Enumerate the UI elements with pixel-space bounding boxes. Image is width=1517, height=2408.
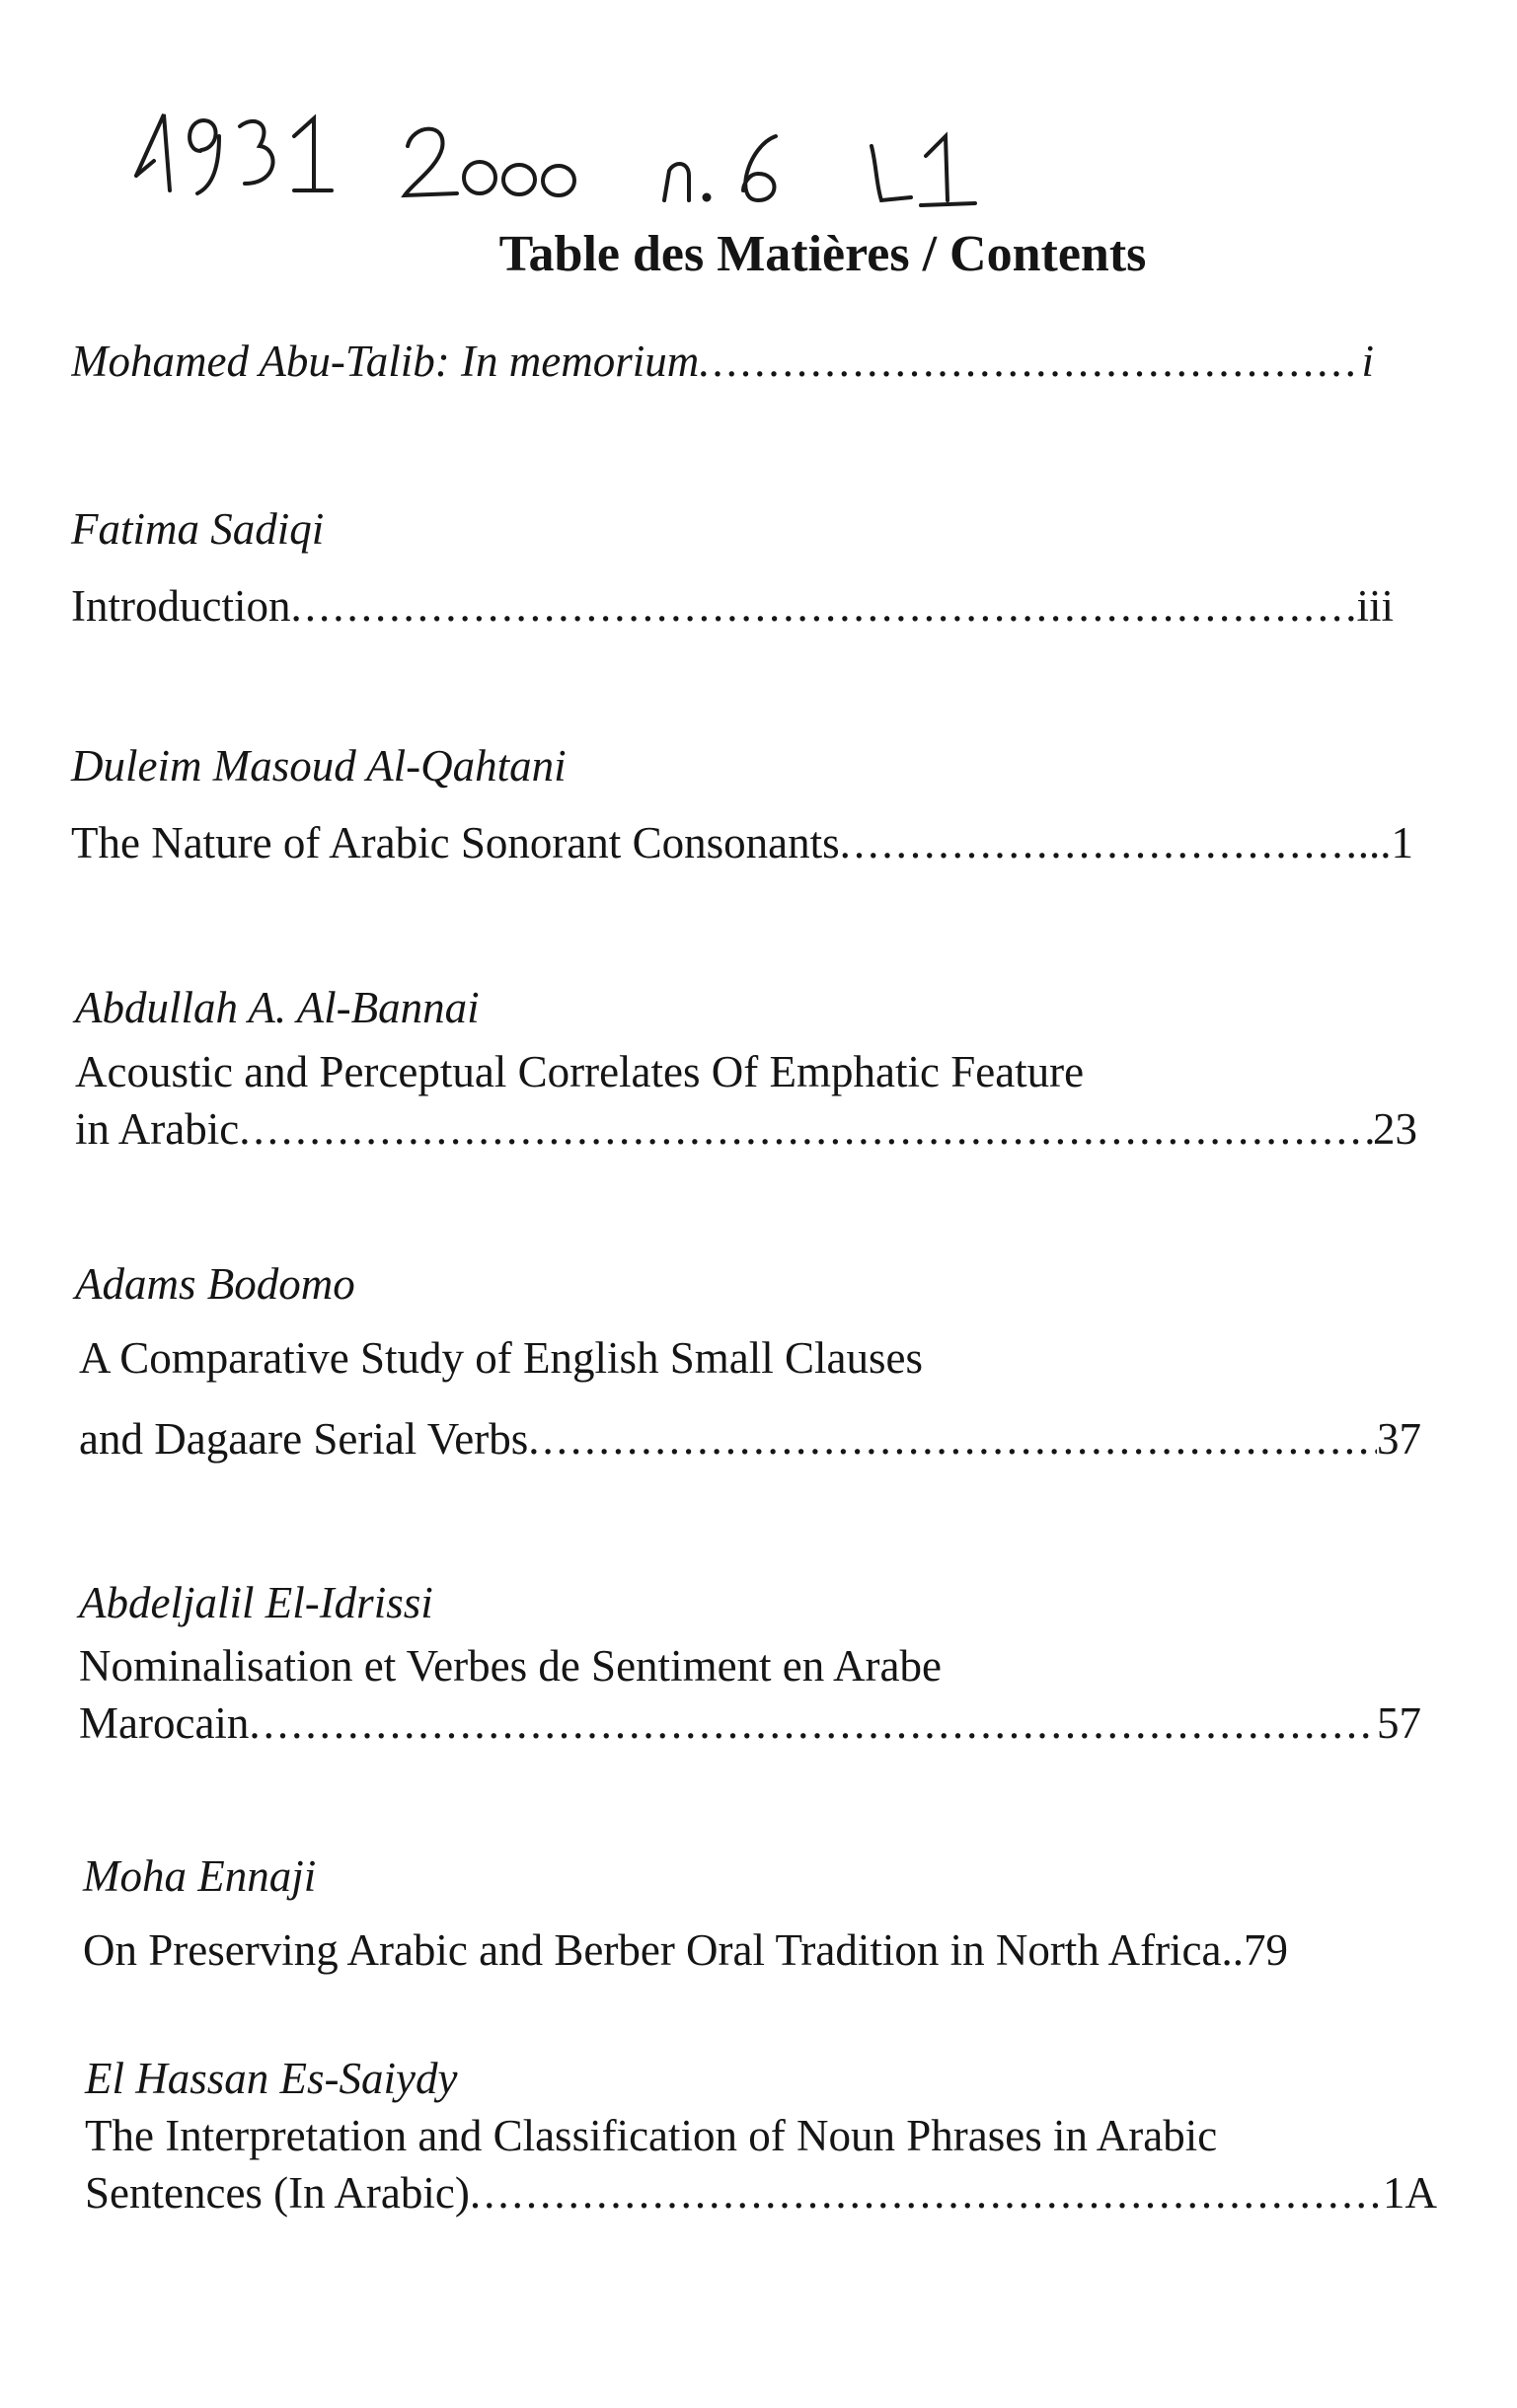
leader-dots <box>290 580 1356 632</box>
entry-title: Introduction <box>71 581 291 631</box>
memoriam-text: Mohamed Abu-Talib: In memorium <box>71 337 700 386</box>
entry-title-continued: in Arabic <box>75 1104 240 1154</box>
entry-title: Acoustic and Perceptual Correlates Of Emphatic Feature <box>75 1047 1085 1096</box>
leader-dots <box>699 336 1361 387</box>
toc-line-memoriam <box>71 336 1374 387</box>
entry-title: The Nature of Arabic Sonorant Consonants <box>71 818 840 867</box>
entry-author: El Hassan Es-Saiydy <box>85 2054 458 2103</box>
entry-author: Fatima Sadiqi <box>71 504 325 554</box>
toc-line <box>79 1413 1421 1465</box>
entry-title: The Interpretation and Classification of Noun Phrases in Arabic <box>85 2111 1218 2160</box>
leader-dots <box>470 2167 1383 2219</box>
entry-title-continued: Sentences (In Arabic) <box>85 2168 470 2218</box>
entry-title: Nominalisation et Verbes de Sentiment en Arabe <box>79 1641 942 1691</box>
toc-line <box>75 1103 1417 1155</box>
leader-dots <box>249 1697 1377 1749</box>
toc-line <box>71 580 1394 632</box>
entry-page: ...1 <box>1357 818 1413 867</box>
leader-dots <box>528 1413 1377 1465</box>
leader-dots <box>239 1103 1373 1155</box>
entry-page: 23 <box>1373 1104 1417 1154</box>
toc-line <box>79 1697 1421 1749</box>
entry-page: iii <box>1356 581 1394 631</box>
entry-title: On Preserving Arabic and Berber Oral Tradition in North Africa..79 <box>83 1925 1288 1975</box>
toc-line <box>85 2167 1437 2219</box>
entry-title-continued: and Dagaare Serial Verbs <box>79 1414 529 1464</box>
entry-title: A Comparative Study of English Small Clauses <box>79 1333 923 1383</box>
page-title: Table des Matières / Contents <box>498 226 1147 282</box>
entry-page: 1A <box>1383 2168 1437 2218</box>
entry-page: 37 <box>1377 1414 1421 1464</box>
entry-title-continued: Marocain <box>79 1698 250 1748</box>
leader-dots <box>840 817 1358 868</box>
memoriam-page: i <box>1361 337 1374 386</box>
entry-author: Adams Bodomo <box>75 1259 355 1309</box>
entry-page: 57 <box>1377 1698 1421 1748</box>
entry-author: Abdullah A. Al-Bannai <box>75 983 480 1032</box>
entry-author: Duleim Masoud Al-Qahtani <box>71 741 567 790</box>
toc-line <box>71 817 1413 868</box>
entry-author: Moha Ennaji <box>83 1851 317 1901</box>
entry-author: Abdeljalil El-Idrissi <box>79 1578 433 1627</box>
